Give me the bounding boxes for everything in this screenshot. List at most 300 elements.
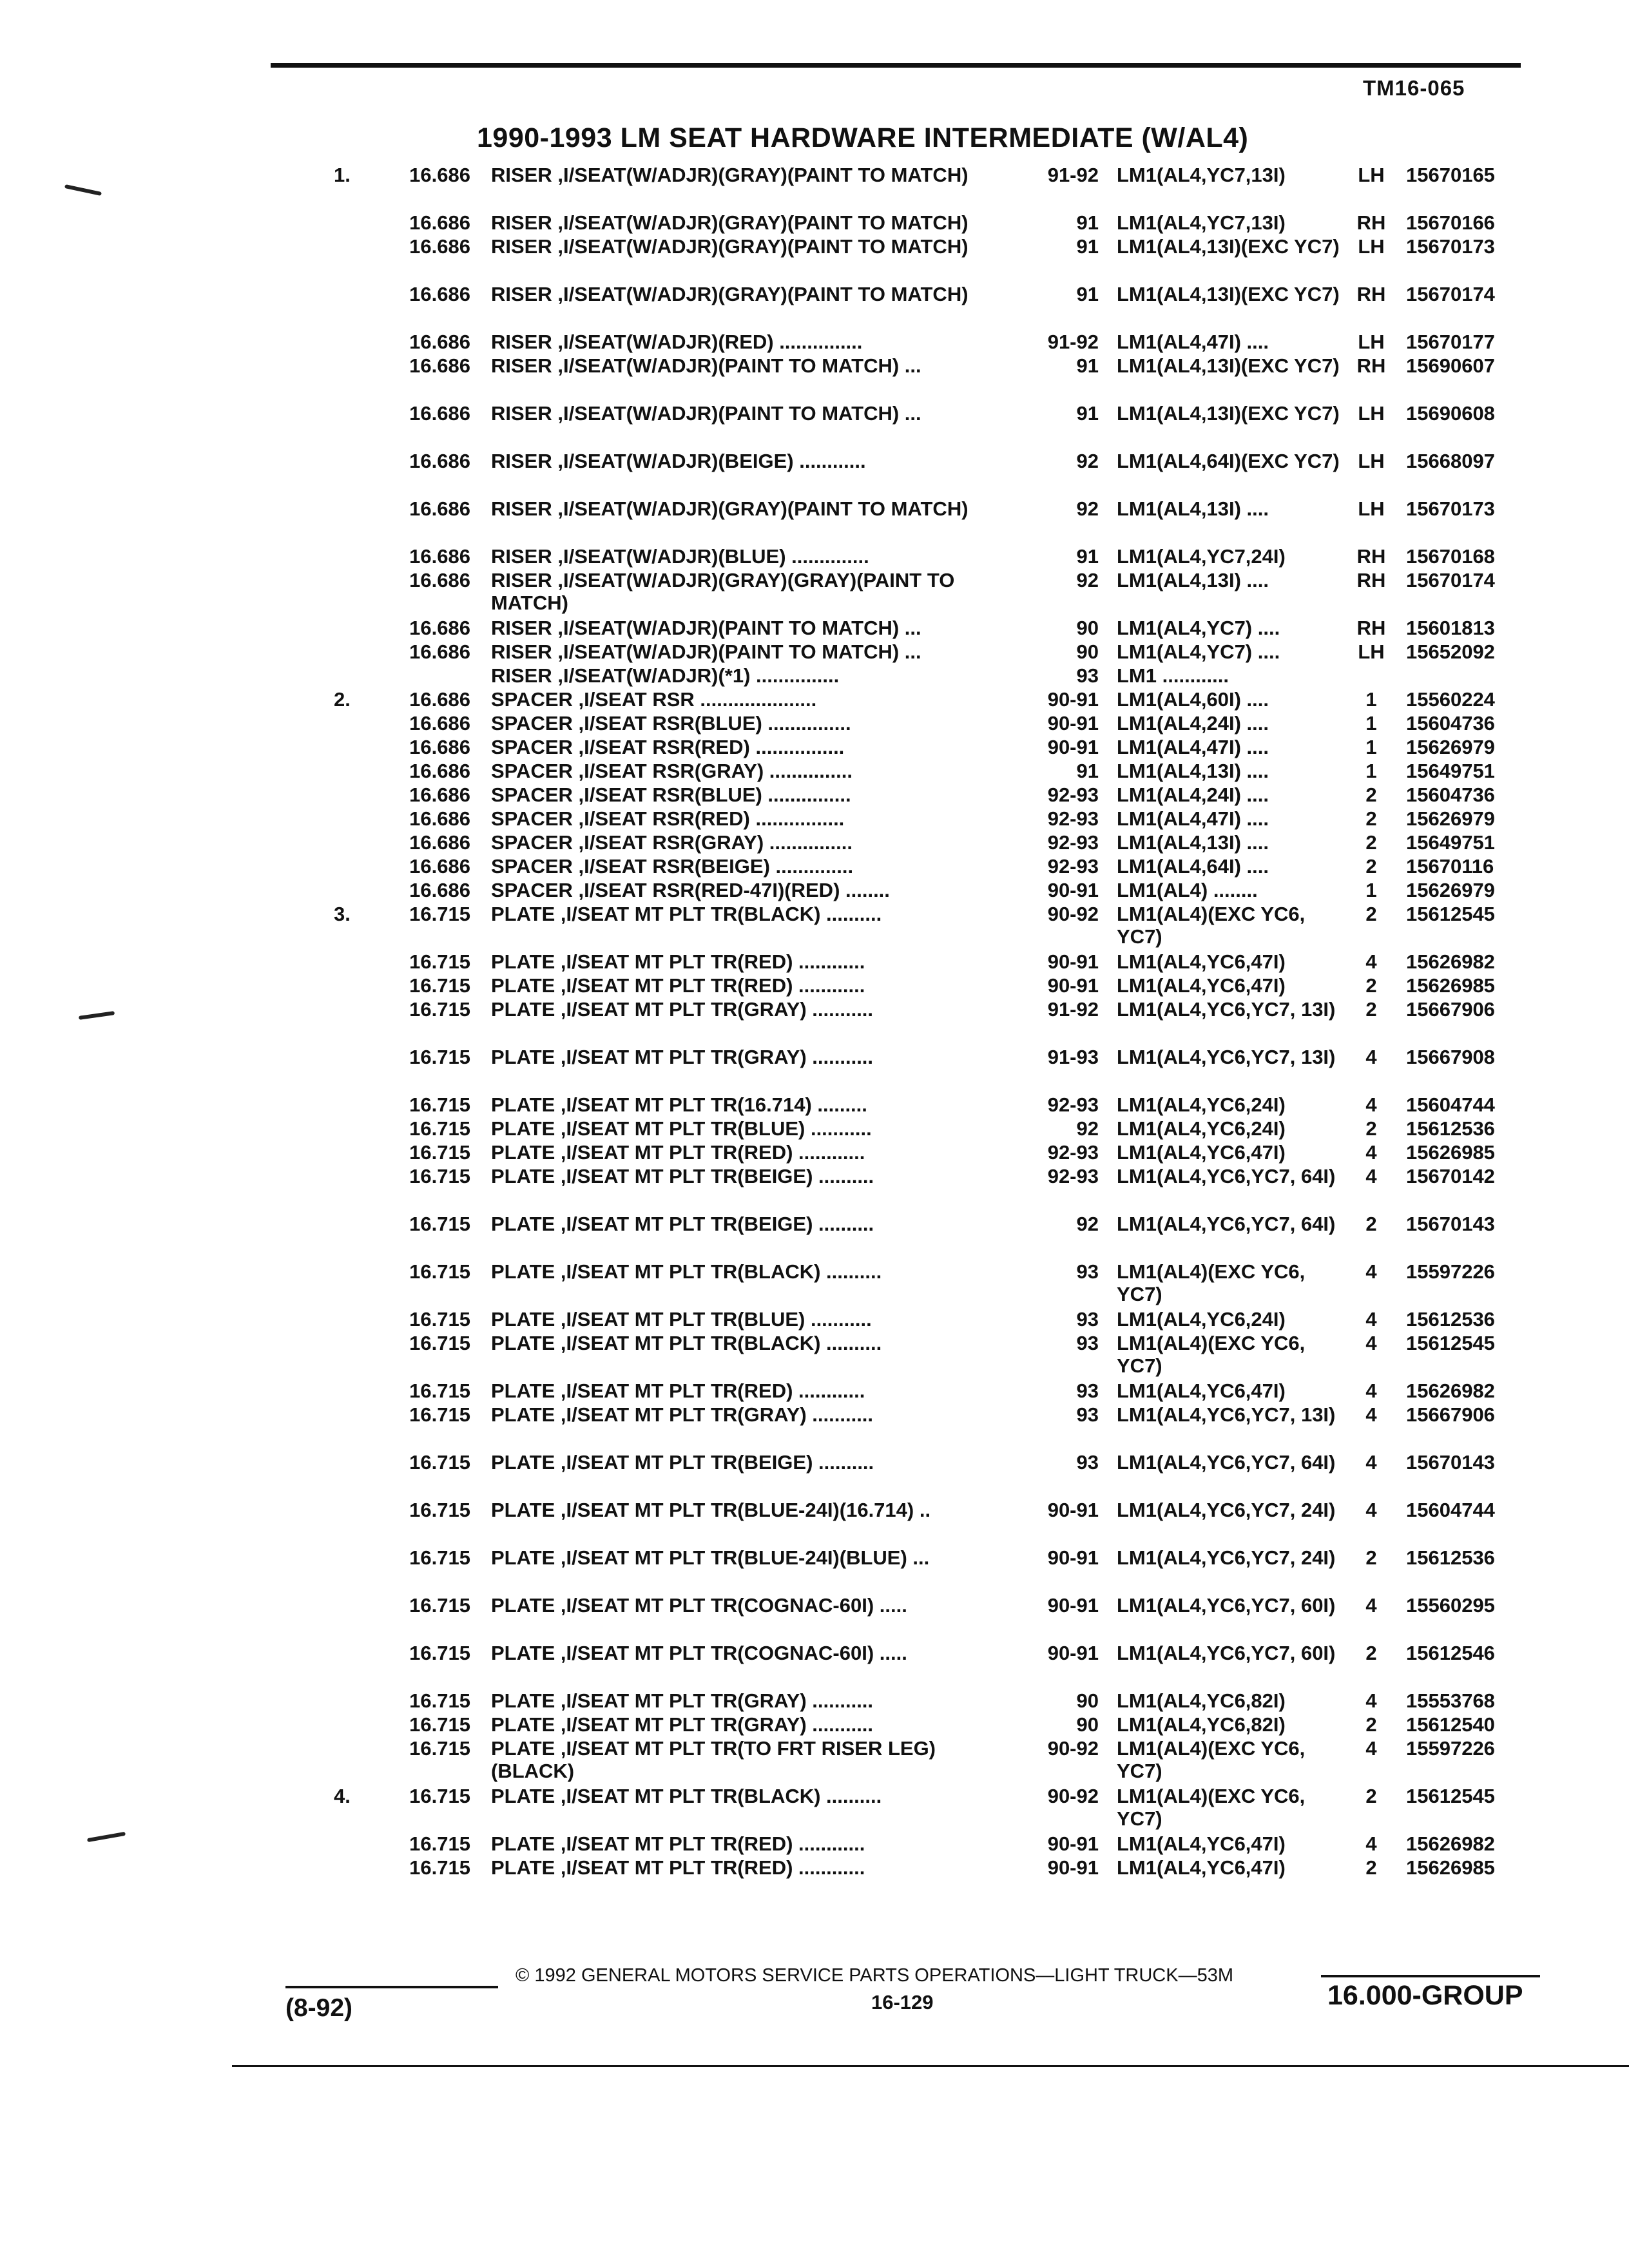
group-number: 16.715 <box>409 998 470 1021</box>
model-years: 91 <box>1076 760 1099 782</box>
model-years: 90-91 <box>1047 688 1099 711</box>
table-row <box>0 1308 1629 1332</box>
part-number: 15612536 <box>1406 1546 1495 1569</box>
group-number: 16.715 <box>409 1499 470 1521</box>
group-number: 16.715 <box>409 1046 470 1068</box>
application: LM1(AL4,YC7) .... <box>1117 640 1280 663</box>
quantity: 2 <box>1365 1117 1377 1140</box>
application: LM1(AL4,YC6,47I) <box>1117 1832 1286 1855</box>
quantity: 2 <box>1365 903 1377 925</box>
model-years: 90-91 <box>1047 1499 1099 1521</box>
application: LM1(AL4,YC6,24I) <box>1117 1093 1286 1116</box>
part-number: 15670143 <box>1406 1213 1495 1235</box>
part-number: 15690607 <box>1406 354 1495 377</box>
model-years: 90 <box>1076 617 1099 639</box>
part-number: 15670165 <box>1406 164 1495 186</box>
quantity: LH <box>1358 497 1385 520</box>
model-years: 93 <box>1076 1379 1099 1402</box>
part-description: PLATE ,I/SEAT MT PLT TR(BEIGE) .......... <box>491 1451 874 1474</box>
part-description: SPACER ,I/SEAT RSR(GRAY) ............... <box>491 760 853 782</box>
application: LM1(AL4,YC6,YC7, 24I) <box>1117 1546 1336 1569</box>
group-number: 16.686 <box>409 879 470 901</box>
application: LM1(AL4,YC6,24I) <box>1117 1308 1286 1331</box>
item-ref: 1. <box>334 164 351 186</box>
model-years: 93 <box>1076 1308 1099 1331</box>
part-description: RISER ,I/SEAT(W/ADJR)(GRAY)(PAINT TO MATCH) <box>491 283 969 305</box>
group-number: 16.715 <box>409 1785 470 1807</box>
quantity: 1 <box>1365 736 1377 758</box>
part-number: 15626985 <box>1406 1141 1495 1164</box>
quantity: RH <box>1356 354 1386 377</box>
application: LM1(AL4)(EXC YC6, YC7) <box>1117 1260 1306 1305</box>
application: LM1(AL4,YC6,YC7, 13I) <box>1117 1403 1336 1426</box>
part-description: PLATE ,I/SEAT MT PLT TR(BLACK) .......... <box>491 1260 882 1283</box>
part-description: RISER ,I/SEAT(W/ADJR)(GRAY)(PAINT TO MATCH) <box>491 211 969 234</box>
model-years: 91 <box>1076 402 1099 425</box>
page-title: 1990-1993 LM SEAT HARDWARE INTERMEDIATE (W/AL4) <box>477 122 1249 153</box>
table-row <box>0 783 1629 807</box>
group-number: 16.686 <box>409 545 470 568</box>
model-years: 92 <box>1076 450 1099 472</box>
model-years: 92 <box>1076 497 1099 520</box>
quantity: 4 <box>1365 1093 1377 1116</box>
model-years: 91 <box>1076 354 1099 377</box>
bottom-rule <box>232 2065 1629 2067</box>
model-years: 92-93 <box>1047 831 1099 854</box>
part-number: 15612546 <box>1406 1642 1495 1664</box>
application: LM1(AL4,YC6,47I) <box>1117 1141 1286 1164</box>
part-number: 15652092 <box>1406 640 1495 663</box>
table-row <box>0 235 1629 283</box>
group-number: 16.686 <box>409 569 470 591</box>
model-years: 91 <box>1076 545 1099 568</box>
group-number: 16.715 <box>409 1546 470 1569</box>
table-row <box>0 831 1629 855</box>
model-years: 90-92 <box>1047 1737 1099 1760</box>
quantity: 2 <box>1365 1785 1377 1807</box>
group-number: 16.715 <box>409 950 470 973</box>
model-years: 92 <box>1076 569 1099 591</box>
part-number: 15604744 <box>1406 1499 1495 1521</box>
quantity: 2 <box>1365 998 1377 1021</box>
quantity: 2 <box>1365 1213 1377 1235</box>
table-row <box>0 855 1629 879</box>
part-description: RISER ,I/SEAT(W/ADJR)(GRAY)(PAINT TO MATCH) <box>491 164 969 186</box>
part-description: SPACER ,I/SEAT RSR(RED) ................ <box>491 736 845 758</box>
quantity: RH <box>1356 617 1386 639</box>
part-number: 15612540 <box>1406 1713 1495 1736</box>
model-years: 93 <box>1076 1451 1099 1474</box>
group-number: 16.686 <box>409 855 470 878</box>
part-description: RISER ,I/SEAT(W/ADJR)(PAINT TO MATCH) ... <box>491 354 921 377</box>
date-code: (8-92) <box>285 1994 353 2022</box>
model-years: 90-91 <box>1047 712 1099 735</box>
quantity: 2 <box>1365 1642 1377 1664</box>
part-description: SPACER ,I/SEAT RSR ..................... <box>491 688 817 711</box>
application: LM1(AL4,13I) .... <box>1117 760 1269 782</box>
part-description: PLATE ,I/SEAT MT PLT TR(BLACK) .......... <box>491 903 882 925</box>
part-description: PLATE ,I/SEAT MT PLT TR(GRAY) ........... <box>491 1046 874 1068</box>
group-number: 16.715 <box>409 1165 470 1187</box>
group-number: 16.715 <box>409 1689 470 1712</box>
application: LM1(AL4,YC6,YC7, 24I) <box>1117 1499 1336 1521</box>
application: LM1 ............ <box>1117 664 1229 687</box>
item-ref: 2. <box>334 688 351 711</box>
quantity: 2 <box>1365 807 1377 830</box>
part-number: 15597226 <box>1406 1260 1495 1283</box>
footer-copyright: © 1992 GENERAL MOTORS SERVICE PARTS OPERATIONS—LIGHT TRUCK—53M <box>516 1965 1233 1986</box>
application: LM1(AL4,YC6,YC7, 64I) <box>1117 1451 1336 1474</box>
part-number: 15612545 <box>1406 1332 1495 1354</box>
application: LM1(AL4,YC6,82I) <box>1117 1713 1286 1736</box>
application: LM1(AL4,YC6,YC7, 64I) <box>1117 1165 1336 1187</box>
model-years: 90-92 <box>1047 903 1099 925</box>
part-number: 15668097 <box>1406 450 1495 472</box>
table-row <box>0 354 1629 402</box>
group-number: 16.686 <box>409 497 470 520</box>
quantity: 4 <box>1365 1308 1377 1331</box>
footer-left-rule <box>285 1986 498 1988</box>
part-number: 15690608 <box>1406 402 1495 425</box>
application: LM1(AL4,YC6,YC7, 60I) <box>1117 1642 1336 1664</box>
model-years: 92-93 <box>1047 783 1099 806</box>
model-years: 90 <box>1076 1689 1099 1712</box>
part-number: 15670173 <box>1406 235 1495 258</box>
quantity: 2 <box>1365 1546 1377 1569</box>
group-number: 16.715 <box>409 1379 470 1402</box>
quantity: 4 <box>1365 1594 1377 1617</box>
group-number: 16.715 <box>409 903 470 925</box>
model-years: 90 <box>1076 1713 1099 1736</box>
table-row <box>0 1213 1629 1260</box>
part-description: PLATE ,I/SEAT MT PLT TR(COGNAC-60I) ..... <box>491 1594 907 1617</box>
table-row <box>0 879 1629 903</box>
part-description: RISER ,I/SEAT(W/ADJR)(GRAY)(GRAY)(PAINT TO MATCH) <box>491 569 955 614</box>
part-number: 15612536 <box>1406 1308 1495 1331</box>
table-row <box>0 712 1629 736</box>
part-number: 15626985 <box>1406 974 1495 997</box>
model-years: 93 <box>1076 1332 1099 1354</box>
part-number: 15670173 <box>1406 497 1495 520</box>
table-row <box>0 1403 1629 1451</box>
quantity: RH <box>1356 545 1386 568</box>
quantity: 4 <box>1365 1332 1377 1354</box>
model-years: 91-92 <box>1047 331 1099 353</box>
part-description: PLATE ,I/SEAT MT PLT TR(GRAY) ........... <box>491 998 874 1021</box>
table-row <box>0 736 1629 760</box>
model-years: 92-93 <box>1047 807 1099 830</box>
part-description: PLATE ,I/SEAT MT PLT TR(BLACK) .......... <box>491 1785 882 1807</box>
table-row <box>0 331 1629 354</box>
table-row <box>0 1642 1629 1689</box>
part-number: 15626985 <box>1406 1856 1495 1879</box>
group-number: 16.715 <box>409 1141 470 1164</box>
group-number: 16.686 <box>409 354 470 377</box>
application: LM1(AL4,YC6,47I) <box>1117 1379 1286 1402</box>
application: LM1(AL4,YC6,YC7, 13I) <box>1117 1046 1336 1068</box>
table-row <box>0 1856 1629 1880</box>
part-description: PLATE ,I/SEAT MT PLT TR(RED) ............ <box>491 1832 865 1855</box>
group-number: 16.686 <box>409 783 470 806</box>
part-number: 15670174 <box>1406 283 1495 305</box>
table-row <box>0 1093 1629 1117</box>
model-years: 90-92 <box>1047 1785 1099 1807</box>
quantity: LH <box>1358 450 1385 472</box>
quantity: 4 <box>1365 1689 1377 1712</box>
quantity: LH <box>1358 331 1385 353</box>
table-row <box>0 1499 1629 1546</box>
application: LM1(AL4,60I) .... <box>1117 688 1269 711</box>
application: LM1(AL4,47I) .... <box>1117 807 1269 830</box>
part-description: PLATE ,I/SEAT MT PLT TR(BEIGE) .......... <box>491 1165 874 1187</box>
table-row <box>0 450 1629 497</box>
application: LM1(AL4,13I) .... <box>1117 831 1269 854</box>
application: LM1(AL4)(EXC YC6, YC7) <box>1117 1785 1306 1830</box>
part-description: PLATE ,I/SEAT MT PLT TR(RED) ............ <box>491 950 865 973</box>
group-label: 16.000-GROUP <box>1327 1980 1523 2011</box>
model-years: 92-93 <box>1047 1165 1099 1187</box>
table-row <box>0 1594 1629 1642</box>
group-number: 16.686 <box>409 331 470 353</box>
model-years: 91 <box>1076 211 1099 234</box>
table-row <box>0 1141 1629 1165</box>
part-number: 15670143 <box>1406 1451 1495 1474</box>
application: LM1(AL4,13I) .... <box>1117 569 1269 591</box>
part-description: SPACER ,I/SEAT RSR(RED-47I)(RED) ........ <box>491 879 890 901</box>
part-number: 15626979 <box>1406 736 1495 758</box>
quantity: 4 <box>1365 1046 1377 1068</box>
group-number: 16.686 <box>409 164 470 186</box>
table-row <box>0 1165 1629 1213</box>
table-row <box>0 1379 1629 1403</box>
part-number: 15612545 <box>1406 903 1495 925</box>
quantity: 4 <box>1365 1165 1377 1187</box>
table-row <box>0 903 1629 950</box>
table-row <box>0 974 1629 998</box>
part-number: 15597226 <box>1406 1737 1495 1760</box>
quantity: 4 <box>1365 1832 1377 1855</box>
table-row <box>0 283 1629 331</box>
application: LM1(AL4,47I) .... <box>1117 736 1269 758</box>
table-row <box>0 688 1629 712</box>
model-years: 93 <box>1076 664 1099 687</box>
quantity: 4 <box>1365 950 1377 973</box>
group-number: 16.686 <box>409 807 470 830</box>
application: LM1(AL4,YC6,YC7, 13I) <box>1117 998 1336 1021</box>
model-years: 90 <box>1076 640 1099 663</box>
application: LM1(AL4,YC7,24I) <box>1117 545 1286 568</box>
model-years: 90-91 <box>1047 736 1099 758</box>
part-number: 15667906 <box>1406 1403 1495 1426</box>
quantity: 1 <box>1365 712 1377 735</box>
part-description: PLATE ,I/SEAT MT PLT TR(RED) ............ <box>491 974 865 997</box>
application: LM1(AL4,YC6,24I) <box>1117 1117 1286 1140</box>
quantity: 2 <box>1365 783 1377 806</box>
application: LM1(AL4)(EXC YC6, YC7) <box>1117 903 1306 948</box>
part-description: SPACER ,I/SEAT RSR(GRAY) ............... <box>491 831 853 854</box>
part-description: RISER ,I/SEAT(W/ADJR)(*1) ............... <box>491 664 840 687</box>
part-number: 15604744 <box>1406 1093 1495 1116</box>
part-number: 15626979 <box>1406 807 1495 830</box>
part-description: RISER ,I/SEAT(W/ADJR)(RED) ............... <box>491 331 863 353</box>
table-row <box>0 664 1629 688</box>
quantity: 4 <box>1365 1499 1377 1521</box>
group-number: 16.715 <box>409 1451 470 1474</box>
part-description: SPACER ,I/SEAT RSR(BLUE) ............... <box>491 712 851 735</box>
model-years: 90-91 <box>1047 879 1099 901</box>
application: LM1(AL4,47I) .... <box>1117 331 1269 353</box>
quantity: LH <box>1358 640 1385 663</box>
model-years: 90-91 <box>1047 974 1099 997</box>
application: LM1(AL4) ........ <box>1117 879 1258 901</box>
group-number: 16.715 <box>409 1642 470 1664</box>
part-number: 15553768 <box>1406 1689 1495 1712</box>
part-description: SPACER ,I/SEAT RSR(RED) ................ <box>491 807 845 830</box>
model-years: 91-92 <box>1047 998 1099 1021</box>
part-description: RISER ,I/SEAT(W/ADJR)(GRAY)(PAINT TO MATCH) <box>491 497 969 520</box>
part-number: 15626982 <box>1406 950 1495 973</box>
group-number: 16.715 <box>409 1832 470 1855</box>
quantity: LH <box>1358 164 1385 186</box>
table-row <box>0 950 1629 974</box>
part-description: PLATE ,I/SEAT MT PLT TR(BEIGE) .......... <box>491 1213 874 1235</box>
model-years: 92-93 <box>1047 855 1099 878</box>
group-number: 16.686 <box>409 688 470 711</box>
part-description: SPACER ,I/SEAT RSR(BEIGE) .............. <box>491 855 854 878</box>
quantity: 4 <box>1365 1403 1377 1426</box>
top-rule <box>271 63 1521 68</box>
group-number: 16.686 <box>409 235 470 258</box>
part-description: RISER ,I/SEAT(W/ADJR)(BEIGE) ............ <box>491 450 866 472</box>
quantity: 1 <box>1365 760 1377 782</box>
part-number: 15604736 <box>1406 712 1495 735</box>
part-description: SPACER ,I/SEAT RSR(BLUE) ............... <box>491 783 851 806</box>
part-number: 15649751 <box>1406 760 1495 782</box>
part-description: PLATE ,I/SEAT MT PLT TR(BLUE-24I)(16.714) .. <box>491 1499 931 1521</box>
model-years: 91-93 <box>1047 1046 1099 1068</box>
quantity: 2 <box>1365 855 1377 878</box>
group-number: 16.686 <box>409 712 470 735</box>
group-number: 16.715 <box>409 1737 470 1760</box>
model-years: 90-91 <box>1047 1856 1099 1879</box>
application: LM1(AL4)(EXC YC6, YC7) <box>1117 1737 1306 1782</box>
part-description: PLATE ,I/SEAT MT PLT TR(BLUE-24I)(BLUE) ... <box>491 1546 930 1569</box>
application: LM1(AL4,YC7,13I) <box>1117 211 1286 234</box>
part-description: PLATE ,I/SEAT MT PLT TR(COGNAC-60I) ..... <box>491 1642 907 1664</box>
application: LM1(AL4,YC6,YC7, 60I) <box>1117 1594 1336 1617</box>
application: LM1(AL4,13I)(EXC YC7) <box>1117 235 1340 258</box>
model-years: 90-91 <box>1047 1594 1099 1617</box>
application: LM1(AL4,YC6,47I) <box>1117 1856 1286 1879</box>
model-years: 90-91 <box>1047 1832 1099 1855</box>
model-years: 92 <box>1076 1213 1099 1235</box>
quantity: 1 <box>1365 879 1377 901</box>
doc-code: TM16-065 <box>1363 76 1465 100</box>
model-years: 92-93 <box>1047 1093 1099 1116</box>
part-description: PLATE ,I/SEAT MT PLT TR(GRAY) ........... <box>491 1689 874 1712</box>
application: LM1(AL4,13I)(EXC YC7) <box>1117 283 1340 305</box>
table-row <box>0 1689 1629 1713</box>
quantity: 4 <box>1365 1260 1377 1283</box>
part-description: PLATE ,I/SEAT MT PLT TR(RED) ............ <box>491 1141 865 1164</box>
quantity: 4 <box>1365 1451 1377 1474</box>
part-number: 15670116 <box>1406 855 1494 878</box>
table-row <box>0 545 1629 569</box>
part-number: 15670142 <box>1406 1165 1495 1187</box>
part-description: PLATE ,I/SEAT MT PLT TR(GRAY) ........... <box>491 1713 874 1736</box>
part-description: PLATE ,I/SEAT MT PLT TR(GRAY) ........... <box>491 1403 874 1426</box>
model-years: 90-91 <box>1047 950 1099 973</box>
quantity: 4 <box>1365 1737 1377 1760</box>
group-number: 16.715 <box>409 1117 470 1140</box>
part-description: PLATE ,I/SEAT MT PLT TR(TO FRT RISER LEG) (BLACK) <box>491 1737 936 1782</box>
group-number: 16.715 <box>409 974 470 997</box>
quantity: 4 <box>1365 1141 1377 1164</box>
model-years: 91-92 <box>1047 164 1099 186</box>
group-number: 16.715 <box>409 1093 470 1116</box>
application: LM1(AL4,13I)(EXC YC7) <box>1117 402 1340 425</box>
application: LM1(AL4,24I) .... <box>1117 712 1269 735</box>
application: LM1(AL4,YC7) .... <box>1117 617 1280 639</box>
group-number: 16.686 <box>409 640 470 663</box>
part-number: 15670174 <box>1406 569 1495 591</box>
application: LM1(AL4,13I) .... <box>1117 497 1269 520</box>
part-number: 15670166 <box>1406 211 1495 234</box>
part-number: 15626979 <box>1406 879 1495 901</box>
table-row <box>0 1737 1629 1785</box>
group-number: 16.715 <box>409 1713 470 1736</box>
table-row <box>0 1713 1629 1737</box>
group-number: 16.715 <box>409 1260 470 1283</box>
part-description: RISER ,I/SEAT(W/ADJR)(BLUE) .............. <box>491 545 869 568</box>
model-years: 91 <box>1076 235 1099 258</box>
group-number: 16.686 <box>409 211 470 234</box>
table-row <box>0 1332 1629 1379</box>
application: LM1(AL4,13I)(EXC YC7) <box>1117 354 1340 377</box>
group-number: 16.686 <box>409 402 470 425</box>
table-row <box>0 1046 1629 1093</box>
application: LM1(AL4,YC6,82I) <box>1117 1689 1286 1712</box>
group-number: 16.715 <box>409 1403 470 1426</box>
group-number: 16.686 <box>409 617 470 639</box>
application: LM1(AL4,64I) .... <box>1117 855 1269 878</box>
table-row <box>0 497 1629 545</box>
part-number: 15667908 <box>1406 1046 1495 1068</box>
part-description: PLATE ,I/SEAT MT PLT TR(RED) ............ <box>491 1379 865 1402</box>
application: LM1(AL4,YC6,YC7, 64I) <box>1117 1213 1336 1235</box>
model-years: 91 <box>1076 283 1099 305</box>
model-years: 92-93 <box>1047 1141 1099 1164</box>
table-row <box>0 1117 1629 1141</box>
part-description: RISER ,I/SEAT(W/ADJR)(GRAY)(PAINT TO MATCH) <box>491 235 969 258</box>
table-row <box>0 1832 1629 1856</box>
table-row <box>0 1260 1629 1308</box>
part-number: 15604736 <box>1406 783 1495 806</box>
model-years: 90-91 <box>1047 1546 1099 1569</box>
part-description: PLATE ,I/SEAT MT PLT TR(BLUE) ........... <box>491 1117 872 1140</box>
part-description: RISER ,I/SEAT(W/ADJR)(PAINT TO MATCH) ... <box>491 617 921 639</box>
quantity: RH <box>1356 211 1386 234</box>
application: LM1(AL4,YC6,47I) <box>1117 974 1286 997</box>
part-description: PLATE ,I/SEAT MT PLT TR(BLUE) ........... <box>491 1308 872 1331</box>
part-description: PLATE ,I/SEAT MT PLT TR(RED) ............ <box>491 1856 865 1879</box>
part-number: 15626982 <box>1406 1832 1495 1855</box>
part-description: RISER ,I/SEAT(W/ADJR)(PAINT TO MATCH) ... <box>491 640 921 663</box>
part-number: 15670168 <box>1406 545 1495 568</box>
part-number: 15612536 <box>1406 1117 1495 1140</box>
model-years: 92 <box>1076 1117 1099 1140</box>
part-description: PLATE ,I/SEAT MT PLT TR(16.714) ......... <box>491 1093 867 1116</box>
